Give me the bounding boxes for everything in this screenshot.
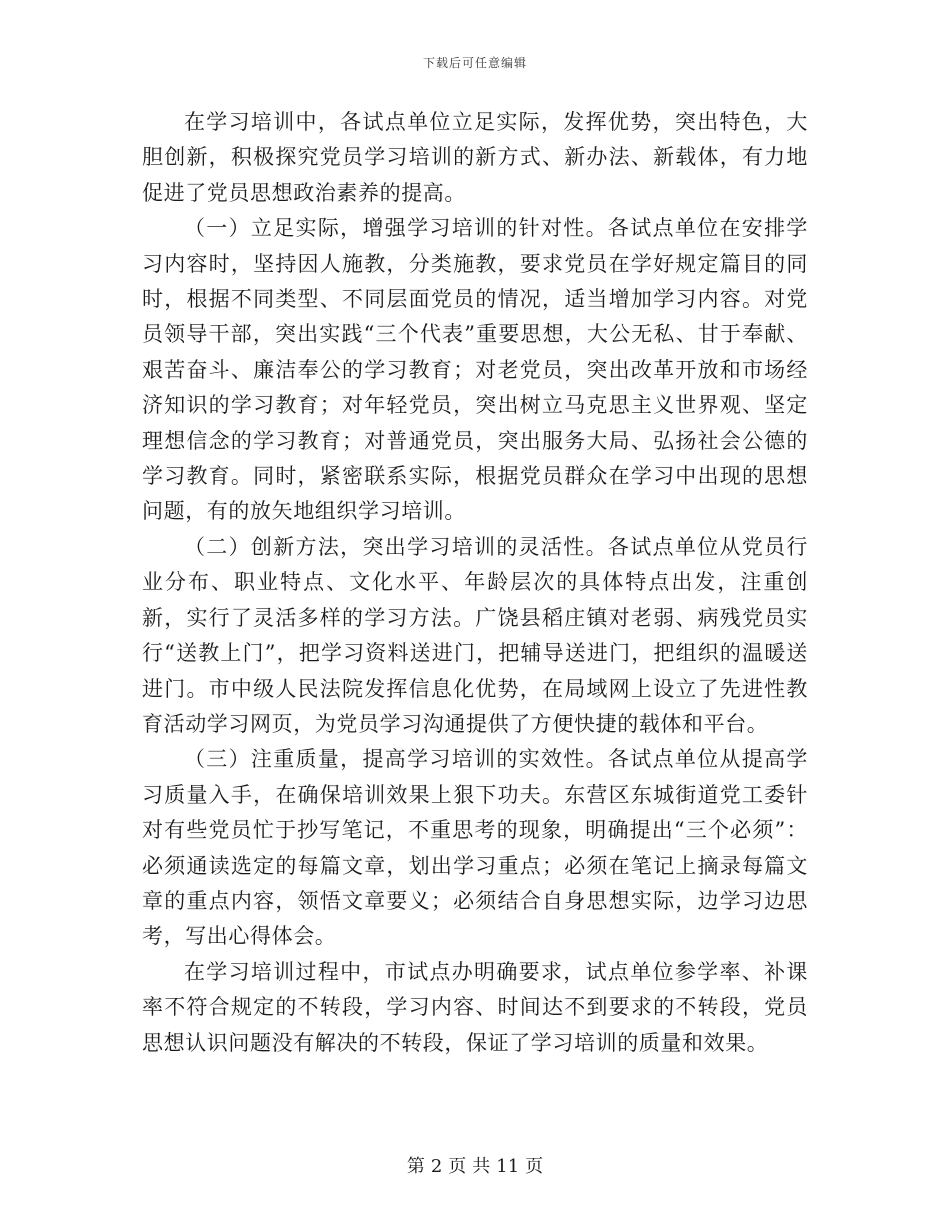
footer-mid: 页 <box>448 1156 467 1177</box>
paragraph-section-3: （三）注重质量，提高学习培训的实效性。各试点单位从提高学习质量入手，在确保培训效果上狠下功夫。东营区东城街道党工委针对有些党员忙于抄写笔记，不重思考的现象，明确提出“三个必须”：必须通读选定的每篇文章，划出学习重点；必须在笔记上摘录每篇文章的重点内容，领悟文章要义；必须结合自身思想实际，边学习边思考，写出心得体会。 <box>142 747 808 949</box>
paragraph-conclusion: 在学习培训过程中，市试点办明确要求，试点单位参学率、补课率不符合规定的不转段，学习内容、时间达不到要求的不转段，党员思想认识问题没有解决的不转段，保证了学习培训的质量和效果。 <box>142 959 808 1055</box>
paragraph-section-2: （二）创新方法，突出学习培训的灵活性。各试点单位从党员行业分布、职业特点、文化水平、年龄层次的具体特点出发，注重创新，实行了灵活多样的学习方法。广饶县稻庄镇对老弱、病残党员实行“送教上门”，把学习资料送进门，把辅导送进门，把组织的温暖送进门。市中级人民法院发挥信息化优势，在局域网上设立了先进性教育活动学习网页，为党员学习沟通提供了方便快捷的载体和平台。 <box>142 534 808 736</box>
footer-current-page: 2 <box>430 1156 443 1177</box>
footer-total-pages: 11 <box>496 1156 520 1177</box>
footer-total-prefix: 共 <box>472 1156 491 1177</box>
footer-suffix: 页 <box>525 1156 544 1177</box>
header-note: 下载后可任意编辑 <box>422 56 527 70</box>
paragraph-section-1: （一）立足实际，增强学习培训的针对性。各试点单位在安排学习内容时，坚持因人施教，分类施教，要求党员在学好规定篇目的同时，根据不同类型、不同层面党员的情况，适当增加学习内容。对党员领导干部，突出实践“三个代表”重要思想，大公无私、甘于奉献、艰苦奋斗、廉洁奉公的学习教育；对老党员，突出改革开放和市场经济知识的学习教育；对年轻党员，突出树立马克思主义世界观、坚定理想信念的学习教育；对普通党员，突出服务大局、弘扬社会公德的学习教育。同时，紧密联系实际，根据党员群众在学习中出现的思想问题，有的放矢地组织学习培训。 <box>142 216 808 524</box>
document-body <box>142 105 808 1061</box>
paragraph-intro: 在学习培训中，各试点单位立足实际，发挥优势，突出特色，大胆创新，积极探究党员学习培训的新方式、新办法、新载体，有力地促进了党员思想政治素养的提高。 <box>142 110 808 205</box>
page-number-footer <box>0 1152 950 1178</box>
footer-prefix: 第 <box>406 1156 425 1177</box>
